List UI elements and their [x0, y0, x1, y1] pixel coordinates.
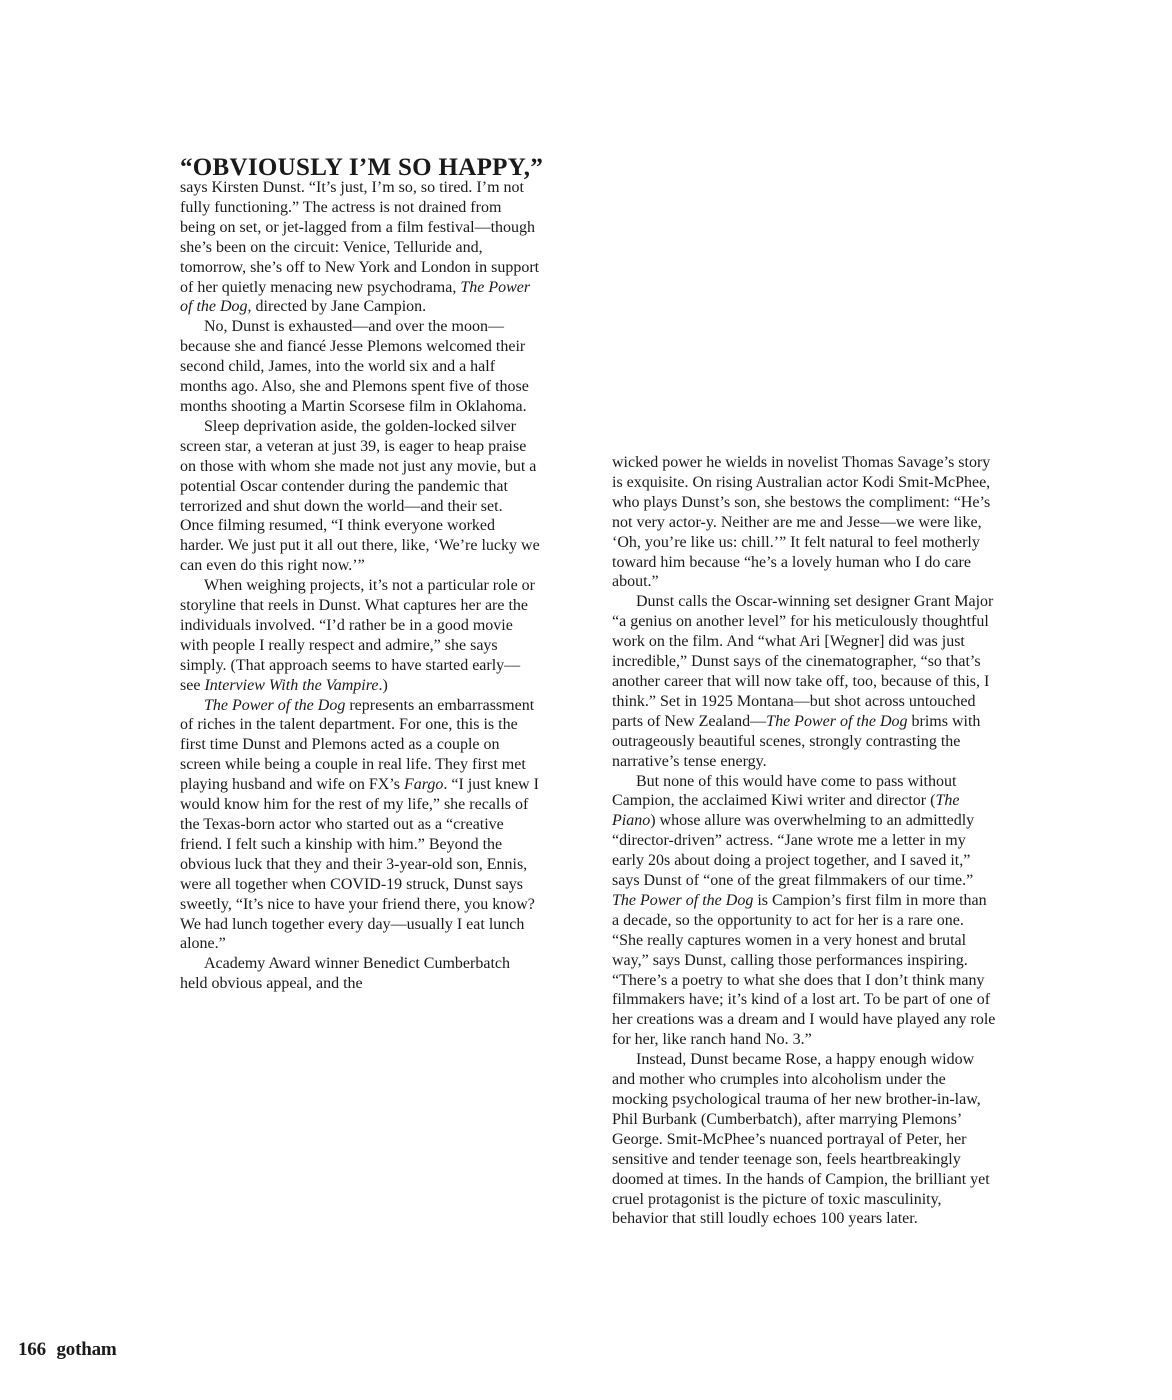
article-paragraph: says Kirsten Dunst. “It’s just, I’m so, so tired. I’m not fully functioning.” The actress is not drained from being on set, or jet-lagged from a film festival—though she’s been on the circuit: Venice, Telluride and, tomorrow, she’s off to New York and London in support of her quietly menacing new psychodrama, The Power of the Dog, directed by Jane Campion. — [180, 179, 540, 316]
article-paragraph: Academy Award winner Benedict Cumberbatch held obvious appeal, and the — [180, 955, 510, 993]
article-paragraph: But none of this would have come to pass without Campion, the acclaimed Kiwi writer and director (The Piano) whose allure was overwhelming to an admittedly “director-driven” actress. “Jane wrote me a letter in my early 20s about doing a project together, and I saved it,” says Dunst of “one of the great filmmakers of our time.” The Power of the Dog is Campion’s first film in more than a decade, so the opportunity to act for her is a rare one. “She really captures women in a very honest and brutal way,” says Dunst, calling those performances inspiring. “There’s a poetry to what she does that I don’t think many filmmakers have; it’s kind of a lost art. To be part of one of her creations was a dream and I would have played any role for her, like ranch hand No. 3.” — [612, 772, 996, 1049]
article-paragraph: Sleep deprivation aside, the golden-locked silver screen star, a veteran at just 39, is eager to heap praise on those with whom she made not just any movie, but a potential Oscar contender during the pandemic that terrorized and shut down the world—and their set. Once filming resumed, “I think everyone worked harder. We just put it all out there, like, ‘We’re lucky we can even do this right now.’” — [180, 417, 540, 575]
magazine-name: gotham — [56, 1339, 117, 1360]
article-paragraph: Dunst calls the Oscar-winning set designer Grant Major “a genius on another level” for his meticulously thoughtful work on the film. And “what Ari [Wegner] did was just incredible,” Dunst says of the cinematographer, “so that’s another career that will now take off, too, because of this, I think.” Set in 1925 Montana—but shot across untouched parts of New Zealand—The Power of the Dog brims with outrageously beautiful scenes, strongly contrasting the narrative’s tense energy. — [612, 593, 994, 770]
article-paragraph: No, Dunst is exhausted—and over the moon—because she and fiancé Jesse Plemons welcomed their second child, James, into the world six and a half months ago. Also, she and Plemons spent five of those months shooting a Martin Scorsese film in Oklahoma. — [180, 318, 529, 415]
article-paragraph: wicked power he wields in novelist Thomas Savage’s story is exquisite. On rising Australian actor Kodi Smit-McPhee, who plays Dunst’s son, she bestows the compliment: “He’s not very actor-y. Neither are me and Jesse—we were like, ‘Oh, you’re like us: chill.’” It felt natural to feel motherly toward him because “he’s a lovely human who I do care about.” — [612, 454, 991, 591]
article-paragraph: The Power of the Dog represents an embarrassment of riches in the talent department. For one, this is the first time Dunst and Plemons acted as a couple on screen while being a couple in real life. They first met playing husband and wife on FX’s Fargo. “I just knew I would know him for the rest of my life,” she recalls of the Texas-born actor who started out as a “creative friend. I felt such a kinship with him.” Beyond the obvious luck that they and their 3-year-old son, Ennis, were all together when COVID-19 struck, Dunst says sweetly, “It’s nice to have your friend there, you know? We had lunch together every day—usually I eat lunch alone.” — [180, 696, 539, 953]
article-paragraph: When weighing projects, it’s not a particular role or storyline that reels in Dunst. What captures her are the individuals involved. “I’d rather be in a good movie with people I really respect and admire,” she says simply. (That approach seems to have started early—see Interview With the Vampire.) — [180, 577, 536, 694]
right-column — [612, 453, 997, 1229]
article-lead-in: “OBVIOUSLY I’M SO HAPPY,” — [180, 154, 544, 181]
folio — [18, 1339, 117, 1361]
left-column — [180, 178, 540, 994]
page-number: 166 — [18, 1339, 46, 1360]
article-paragraph: Instead, Dunst became Rose, a happy enough widow and mother who crumples into alcoholism under the mocking psychological trauma of her new brother-in-law, Phil Burbank (Cumberbatch), after marrying Plemons’ George. Smit-McPhee’s nuanced portrayal of Peter, her sensitive and tender teenage son, feels heartbreakingly doomed at times. In the hands of Campion, the brilliant yet cruel protagonist is the picture of toxic masculinity, behavior that still loudly echoes 100 years later. — [612, 1051, 990, 1228]
